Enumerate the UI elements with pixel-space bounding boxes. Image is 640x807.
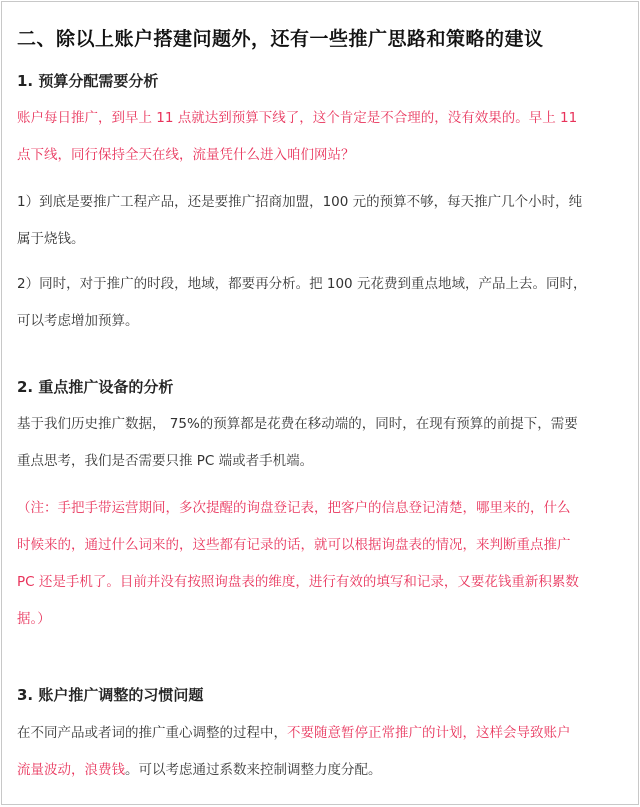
text-line: PC 还是手机了。目前并没有按照询盘表的维度，进行有效的填写和记录，又要花钱重新积累数 <box>17 574 579 590</box>
section-1-paragraph-3 <box>17 266 622 340</box>
text-line: 属于烧钱。 <box>17 231 85 247</box>
text-line: 重点思考，我们是否需要只推 PC 端或者手机端。 <box>17 453 314 469</box>
section-2-heading: 2. 重点推广设备的分析 <box>17 378 174 396</box>
text-line: 可以考虑增加预算。 <box>17 313 139 329</box>
text-line: 点下线，同行保持全天在线，流量凭什么进入咱们网站？ <box>17 147 355 163</box>
section-3-heading: 3. 账户推广调整的习惯问题 <box>17 686 204 704</box>
section-2-note <box>17 490 622 638</box>
text-line <box>17 715 622 752</box>
page-title: 二、除以上账户搭建问题外，还有一些推广思路和策略的建议 <box>17 28 544 50</box>
text-line: 时候来的，通过什么词来的，这些都有记录的话，就可以根据询盘表的情况，来判断重点推广 <box>17 537 571 553</box>
text-line: 据。） <box>17 611 51 627</box>
text-line: 1）到底是要推广工程产品，还是要推广招商加盟，100 元的预算不够，每天推广几个小时，纯 <box>17 194 583 210</box>
highlighted-text: 流量波动，浪费钱 <box>17 762 125 778</box>
text-line: 账户每日推广，到早上 11 点就达到预算下线了，这个肯定是不合理的，没有效果的。早上 11 <box>17 110 578 126</box>
section-2-paragraph-1 <box>17 406 622 480</box>
section-1-paragraph-2 <box>17 184 622 258</box>
text-line: 2）同时，对于推广的时段，地域，都要再分析。把 100 元花费到重点地域，产品上去。同时， <box>17 276 587 292</box>
highlighted-text: 不要随意暂停正常推广的计划，这样会导致账户 <box>287 725 571 741</box>
text-line <box>17 752 622 789</box>
document-page <box>1 1 639 805</box>
normal-text: 在不同产品或者词的推广重心调整的过程中， <box>17 725 287 741</box>
normal-text: 。可以考虑通过系数来控制调整力度分配。 <box>125 762 382 778</box>
section-1-heading: 1. 预算分配需要分析 <box>17 72 159 90</box>
section-3-paragraph-1 <box>17 715 622 789</box>
section-1-paragraph-1 <box>17 100 622 174</box>
text-line: 基于我们历史推广数据， 75%的预算都是花费在移动端的，同时，在现有预算的前提下，需要 <box>17 416 578 432</box>
text-line: （注：手把手带运营期间，多次提醒的询盘登记表，把客户的信息登记清楚，哪里来的，什么 <box>17 500 571 516</box>
